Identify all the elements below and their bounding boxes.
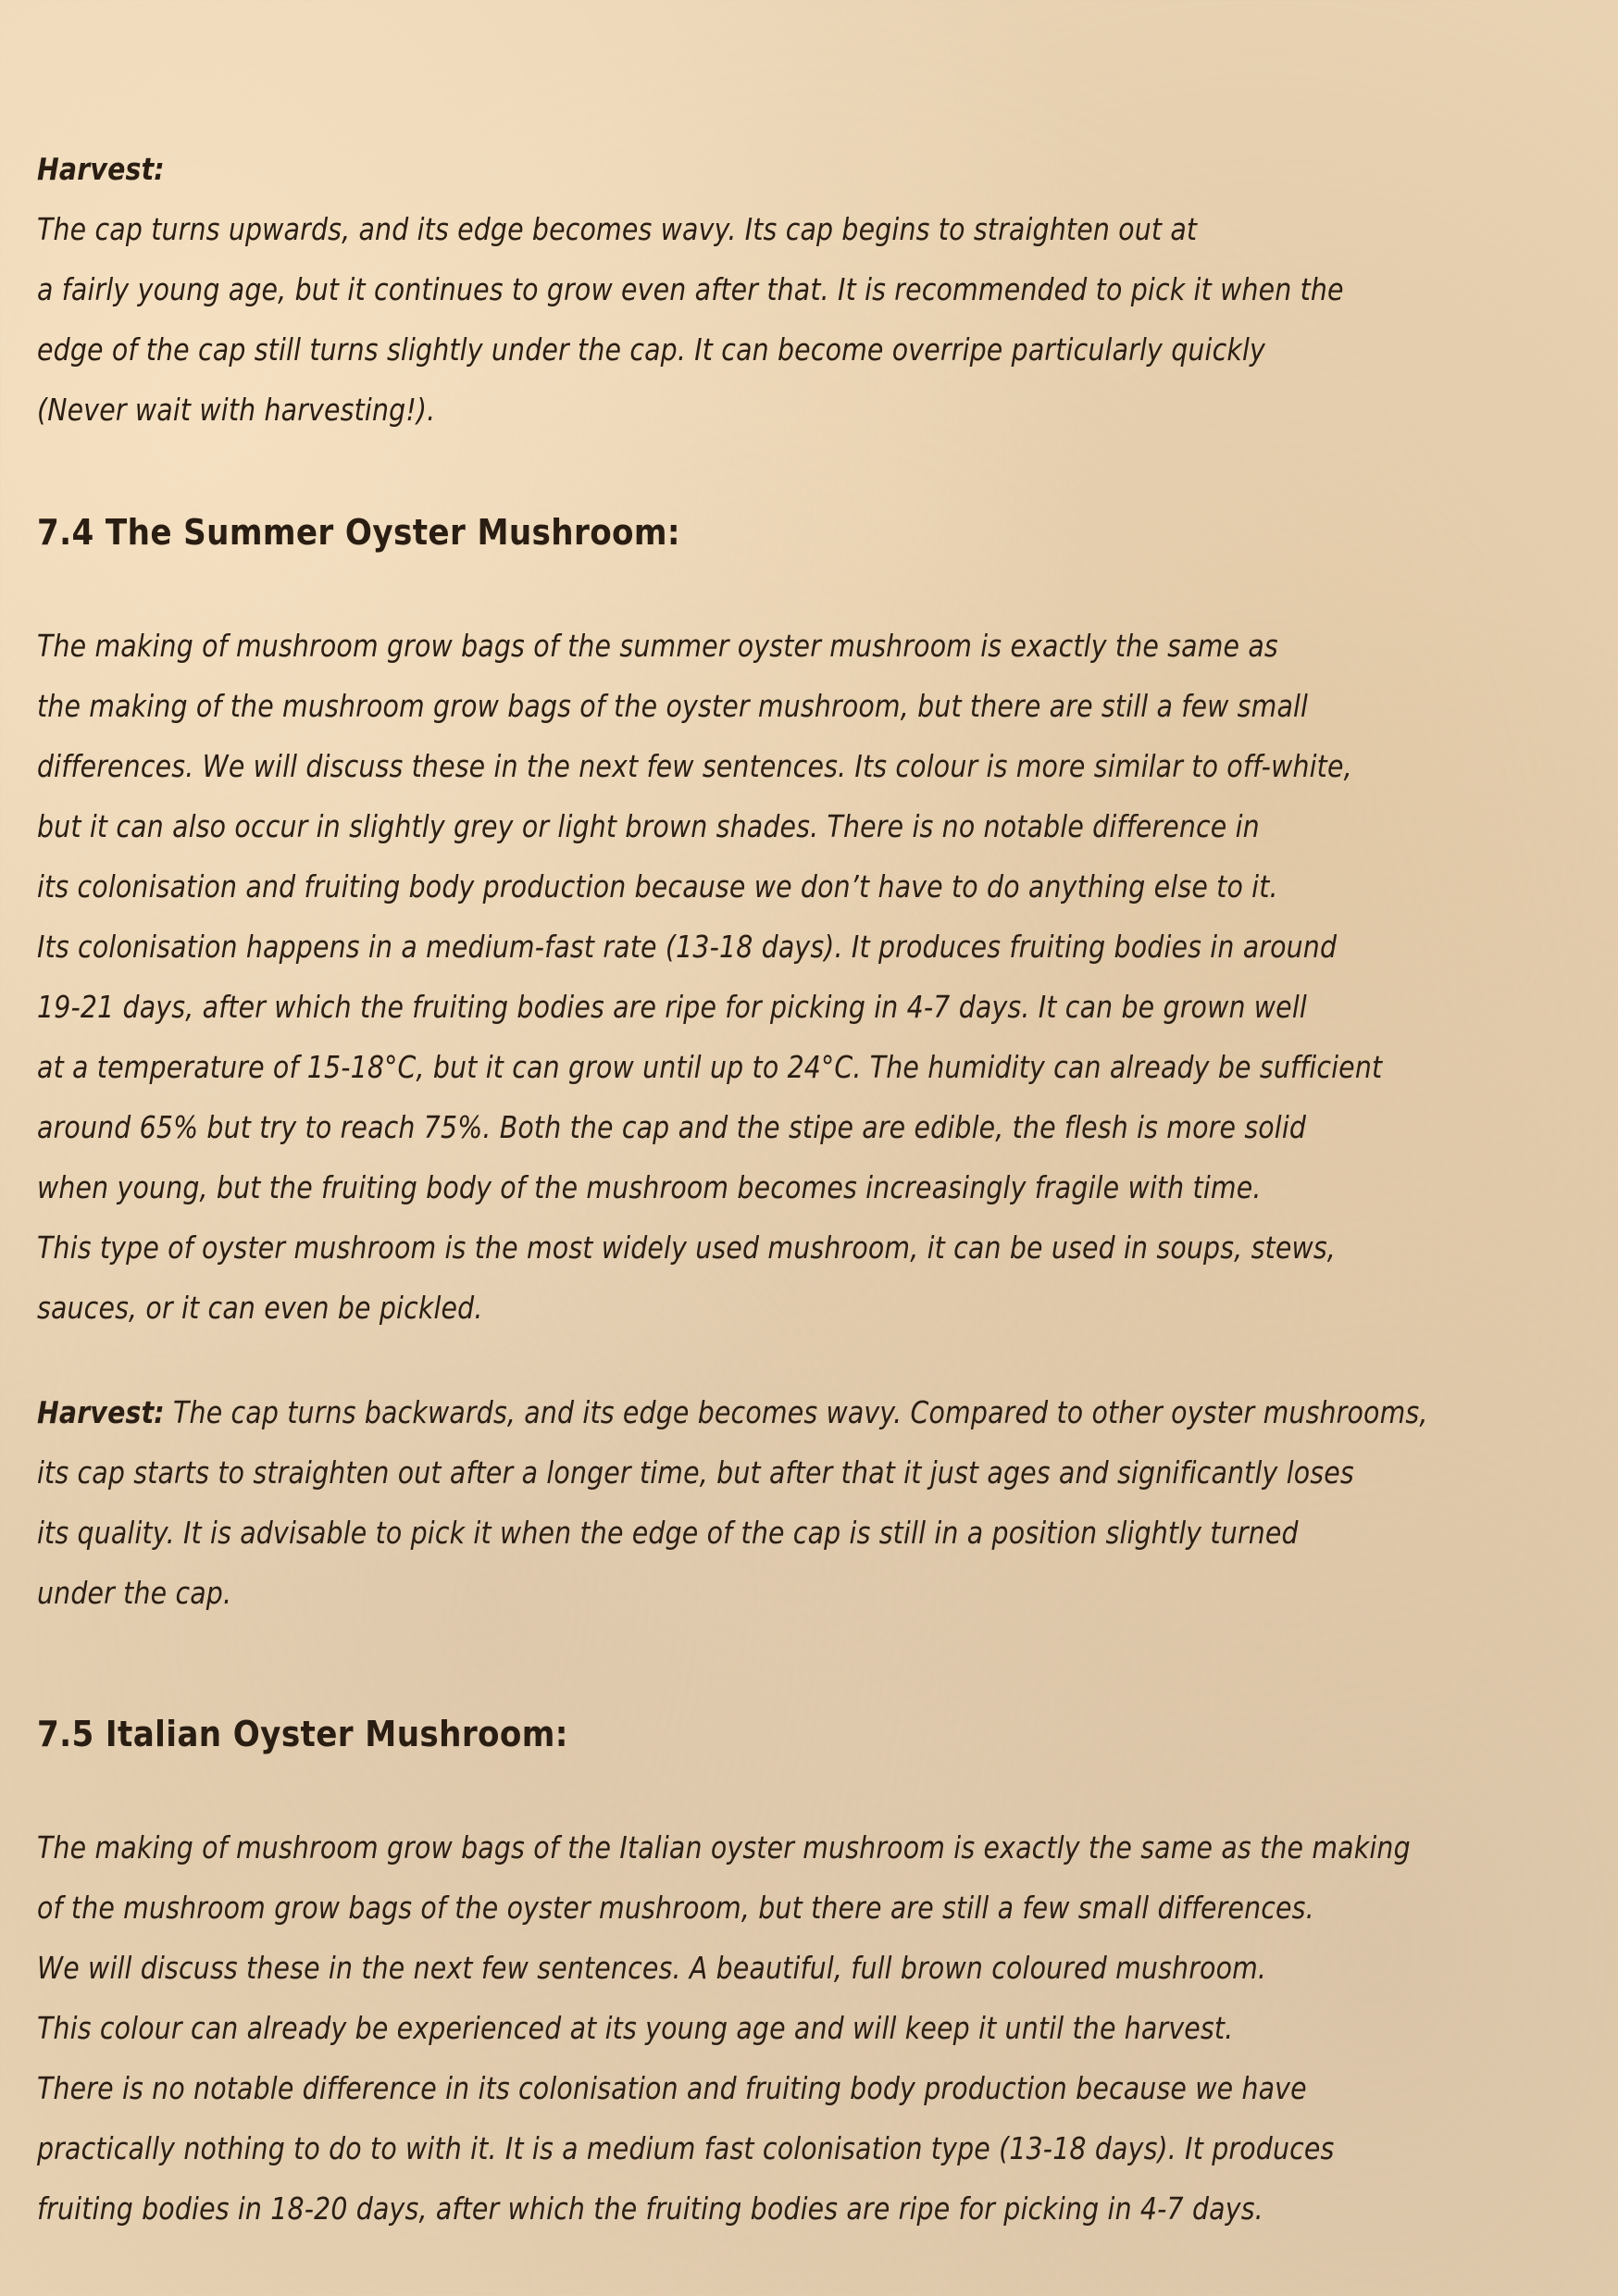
section-7-4-harvest-paragraph <box>37 1382 1598 1623</box>
section-7-5-body: The making of mushroom grow bags of the Italian oyster mushroom is exactly the same as the making of the mushroom grow bags of the oyster mushroom, but there are still a few small differences. We will discuss these in the next few sentences. A beautiful, full brown coloured mushroom. This colour can already be experienced at its young age and will keep it until the harvest. There is no notable difference in its colonisation and fruiting body production because we have practically nothing to do to with it. It is a medium fast colonisation type (13-18 days). It produces fruiting bodies in 18-20 days, after which the fruiting bodies are ripe for picking in 4-7 days. <box>37 1829 1411 2227</box>
section-7-4-body: The making of mushroom grow bags of the summer oyster mushroom is exactly the same as the making of the mushroom grow bags of the oyster mushroom, but there are still a few small differences. We will discuss these in the next few sentences. Its colour is more similar to off-white, but it can also occur in slightly grey or light brown shades. There is no notable difference in its colonisation and fruiting body production because we don’t have to do anything else to it. Its colonisation happens in a medium-fast rate (13-18 days). It produces fruiting bodies in around 19-21 days, after which the fruiting bodies are ripe for picking in 4-7 days. It can be grown well at a temperature of 15-18°C, but it can grow until up to 24°C. The humidity can already be sufficient around 65% but try to reach 75%. Both the cap and the stipe are edible, the flesh is more solid when young, but the fruiting body of the mushroom becomes increasingly fragile with time. This type of oyster mushroom is the most widely used mushroom, it can be used in soups, stews, sauces, or it can even be pickled. <box>37 628 1383 1326</box>
harvest-paragraph: The cap turns upwards, and its edge becomes wavy. Its cap begins to straighten out at a fairly young age, but it continues to grow even after that. It is recommended to pick it when the edge of the cap still turns slightly under the cap. It can become overripe particularly quickly (Never wait with harvesting!). <box>37 211 1344 428</box>
harvest-label <box>37 139 1598 199</box>
section-7-4-harvest-text: The cap turns backwards, and its edge becomes wavy. Compared to other oyster mushrooms, its cap starts to straighten out after a longer time, but after that it just ages and significantly loses its quality. It is advisable to pick it when the edge of the cap is still in a position slightly turned under the cap. <box>37 1394 1428 1611</box>
harvest-section-previous <box>37 139 1618 440</box>
harvest-label-text: Harvest: <box>37 151 165 187</box>
section-heading-7-4: 7.4 The Summer Oyster Mushroom: <box>37 512 680 553</box>
section-heading-7-5: 7.5 Italian Oyster Mushroom: <box>37 1714 568 1754</box>
section-7-4-harvest-label: Harvest: <box>37 1394 165 1430</box>
